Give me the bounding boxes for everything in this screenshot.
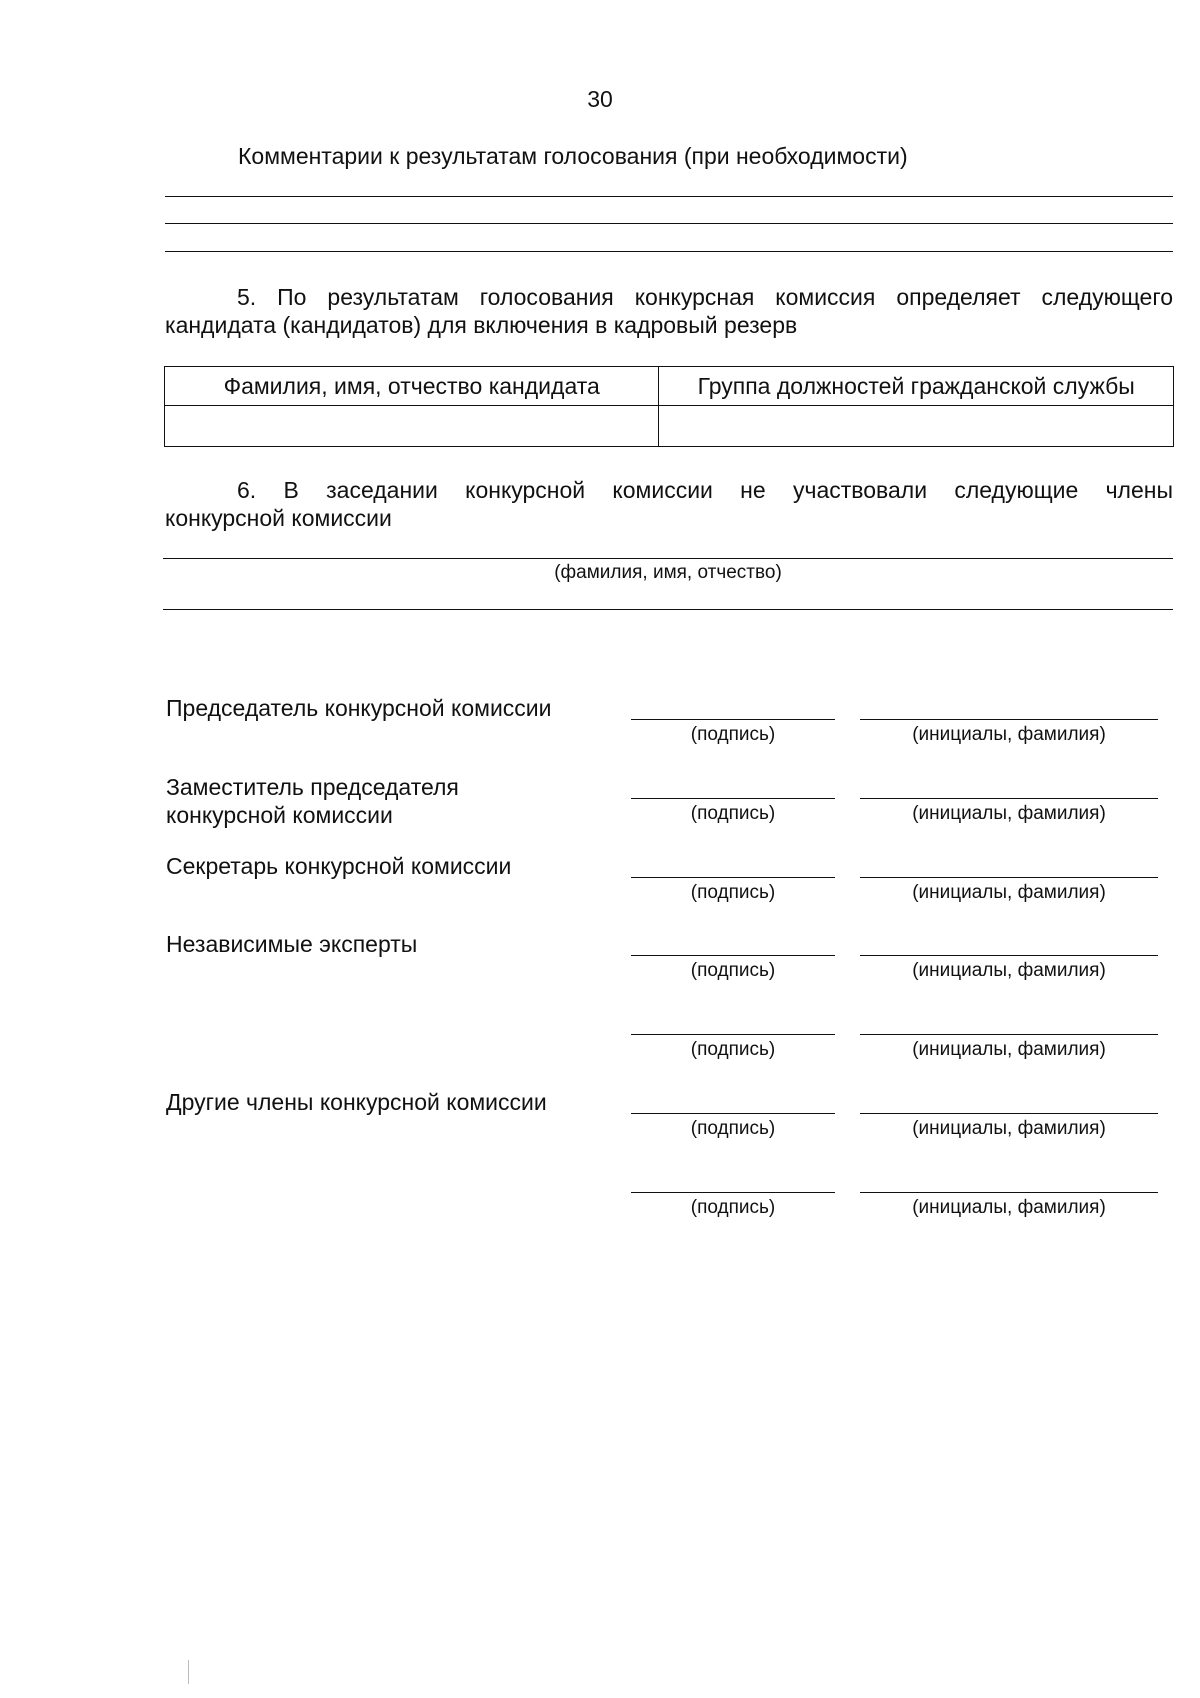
signature-caption: (подпись)	[690, 960, 776, 981]
initials-line[interactable]	[860, 1113, 1158, 1114]
table-header-row	[165, 367, 1174, 406]
signature-line[interactable]	[631, 955, 835, 956]
signature-caption: (подпись)	[690, 724, 776, 745]
signature-label-deputy-chairman	[166, 773, 459, 829]
signature-caption: (подпись)	[690, 882, 776, 903]
cell-candidate-name[interactable]	[165, 406, 659, 447]
cell-position-group[interactable]	[659, 406, 1174, 447]
absent-members-caption: (фамилия, имя, отчество)	[554, 562, 782, 583]
signature-line[interactable]	[631, 798, 835, 799]
initials-caption: (инициалы, фамилия)	[912, 724, 1106, 745]
signature-caption: (подпись)	[690, 803, 776, 824]
signature-label-deputy-line-1: Заместитель председателя	[166, 774, 459, 800]
signature-line[interactable]	[631, 877, 835, 878]
initials-line[interactable]	[860, 798, 1158, 799]
section-6-paragraph	[165, 476, 1173, 532]
comment-line-2[interactable]	[165, 223, 1173, 224]
section-6-line-1: 6. В заседании конкурсной комиссии не участвовали следующие члены	[237, 477, 1173, 503]
header-candidate-name: Фамилия, имя, отчество кандидата	[165, 367, 659, 406]
signature-label-other-members: Другие члены конкурсной комиссии	[166, 1089, 547, 1115]
initials-caption: (инициалы, фамилия)	[912, 960, 1106, 981]
initials-caption: (инициалы, фамилия)	[912, 1118, 1106, 1139]
section-5-line-2: кандидата (кандидатов) для включения в кадровый резерв	[165, 312, 798, 338]
absent-members-line[interactable]	[163, 558, 1173, 559]
scan-mark	[188, 1660, 189, 1684]
signature-caption: (подпись)	[690, 1039, 776, 1060]
comment-line-1[interactable]	[165, 196, 1173, 197]
candidates-table	[164, 366, 1174, 447]
initials-caption: (инициалы, фамилия)	[912, 1039, 1106, 1060]
section-5-line-1: 5. По результатам голосования конкурсная комиссия определяет следующего	[237, 284, 1173, 310]
initials-line[interactable]	[860, 719, 1158, 720]
page-number: 30	[587, 86, 613, 112]
signature-caption: (подпись)	[690, 1197, 776, 1218]
signature-label-chairman: Председатель конкурсной комиссии	[166, 695, 552, 721]
initials-caption: (инициалы, фамилия)	[912, 1197, 1106, 1218]
signature-line[interactable]	[631, 1034, 835, 1035]
initials-line[interactable]	[860, 955, 1158, 956]
signature-label-secretary: Секретарь конкурсной комиссии	[166, 853, 512, 879]
initials-caption: (инициалы, фамилия)	[912, 803, 1106, 824]
comments-heading: Комментарии к результатам голосования (при необходимости)	[238, 143, 908, 169]
comment-line-3[interactable]	[165, 251, 1173, 252]
initials-line[interactable]	[860, 1034, 1158, 1035]
section-6-line-2: конкурсной комиссии	[165, 505, 392, 531]
table-row	[165, 406, 1174, 447]
section-5-paragraph	[165, 283, 1173, 339]
initials-line[interactable]	[860, 877, 1158, 878]
signature-label-independent-experts: Независимые эксперты	[166, 931, 418, 957]
signature-line[interactable]	[631, 1192, 835, 1193]
signature-line[interactable]	[631, 1113, 835, 1114]
signature-label-deputy-line-2: конкурсной комиссии	[166, 802, 393, 828]
signature-line[interactable]	[631, 719, 835, 720]
initials-caption: (инициалы, фамилия)	[912, 882, 1106, 903]
signature-caption: (подпись)	[690, 1118, 776, 1139]
header-position-group: Группа должностей гражданской службы	[659, 367, 1174, 406]
absent-members-line-2[interactable]	[163, 609, 1173, 610]
initials-line[interactable]	[860, 1192, 1158, 1193]
